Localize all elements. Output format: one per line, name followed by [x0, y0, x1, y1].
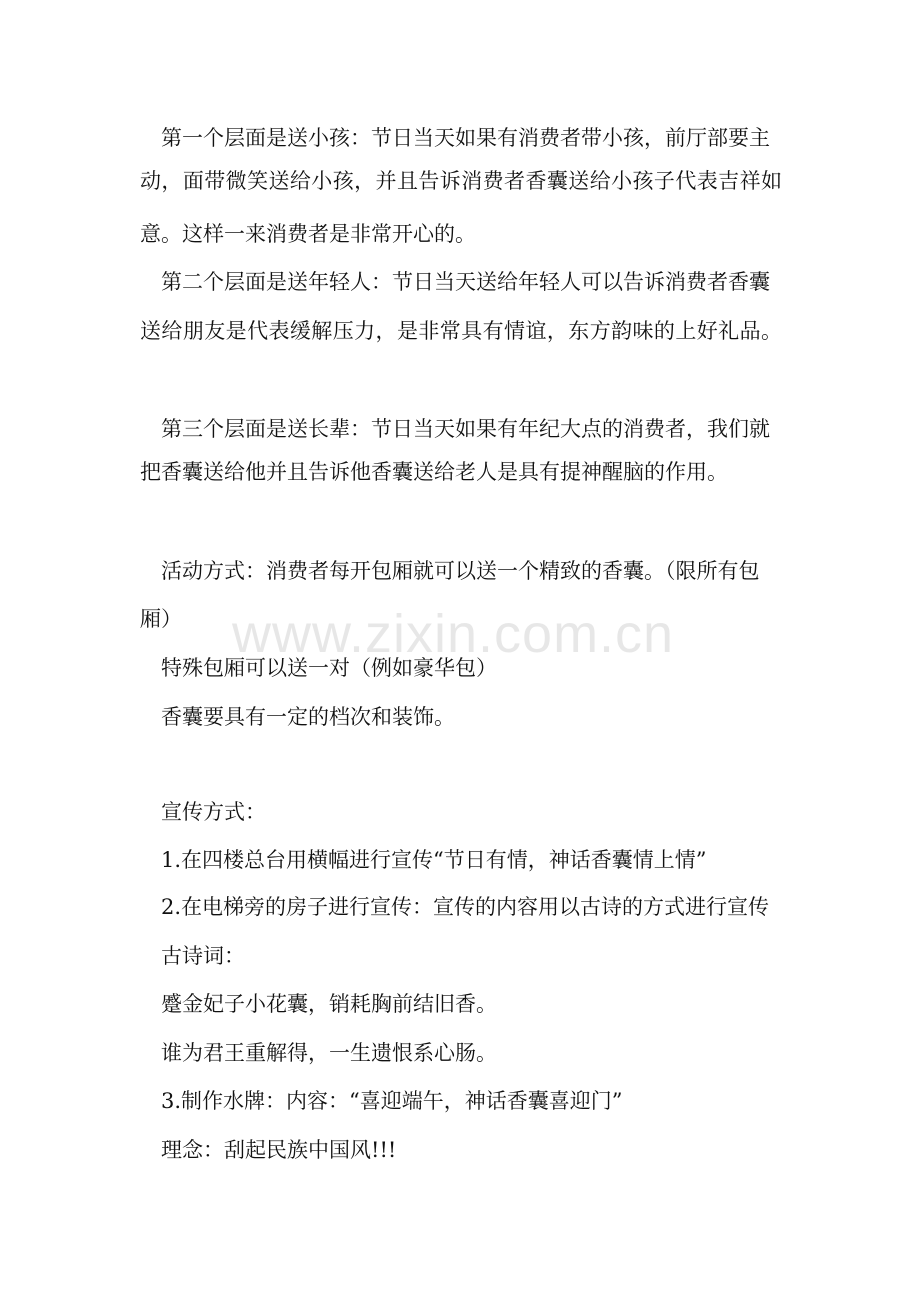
poem-line: 谁为君王重解得，一生遗恨系心肠。	[161, 1041, 497, 1065]
paragraph-line: 香囊要具有一定的档次和装饰。	[161, 705, 455, 729]
paragraph-line: 动，面带微笑送给小孩，并且告诉消费者香囊送给小孩子代表吉祥如	[140, 169, 782, 193]
paragraph-line: 古诗词：	[161, 944, 245, 968]
paragraph-line: 第二个层面是送年轻人：节日当天送给年轻人可以告诉消费者香囊	[161, 270, 770, 294]
paragraph-line: 厢）	[140, 607, 182, 631]
section-heading: 宣传方式：	[161, 800, 266, 824]
list-item: 3.制作水牌：内容：“喜迎端午，神话香囊喜迎门”	[161, 1089, 623, 1113]
poem-line: 蹙金妃子小花囊，销耗胸前结旧香。	[161, 992, 497, 1016]
list-item: 1.在四楼总台用横幅进行宣传“节日有情，神话香囊情上情”	[161, 848, 707, 872]
watermark: www.zixin.com.cn	[232, 604, 675, 664]
paragraph-line: 第一个层面是送小孩：节日当天如果有消费者带小孩，前厅部要主	[161, 126, 770, 150]
paragraph-line: 活动方式：消费者每开包厢就可以送一个精致的香囊。（限所有包	[161, 559, 760, 583]
paragraph-line: 把香囊送给他并且告诉他香囊送给老人是具有提神醒脑的作用。	[140, 460, 728, 484]
paragraph-line: 送给朋友是代表缓解压力，是非常具有情谊，东方韵味的上好礼品。	[140, 319, 782, 343]
paragraph-line: 意。这样一来消费者是非常开心的。	[140, 222, 476, 246]
list-item: 2.在电梯旁的房子进行宣传：宣传的内容用以古诗的方式进行宣传	[161, 895, 770, 919]
paragraph-line: 特殊包厢可以送一对（例如豪华包）	[161, 656, 497, 680]
paragraph-line: 理念：刮起民族中国风!!!	[161, 1138, 397, 1162]
paragraph-line: 第三个层面是送长辈：节日当天如果有年纪大点的消费者，我们就	[161, 417, 770, 441]
